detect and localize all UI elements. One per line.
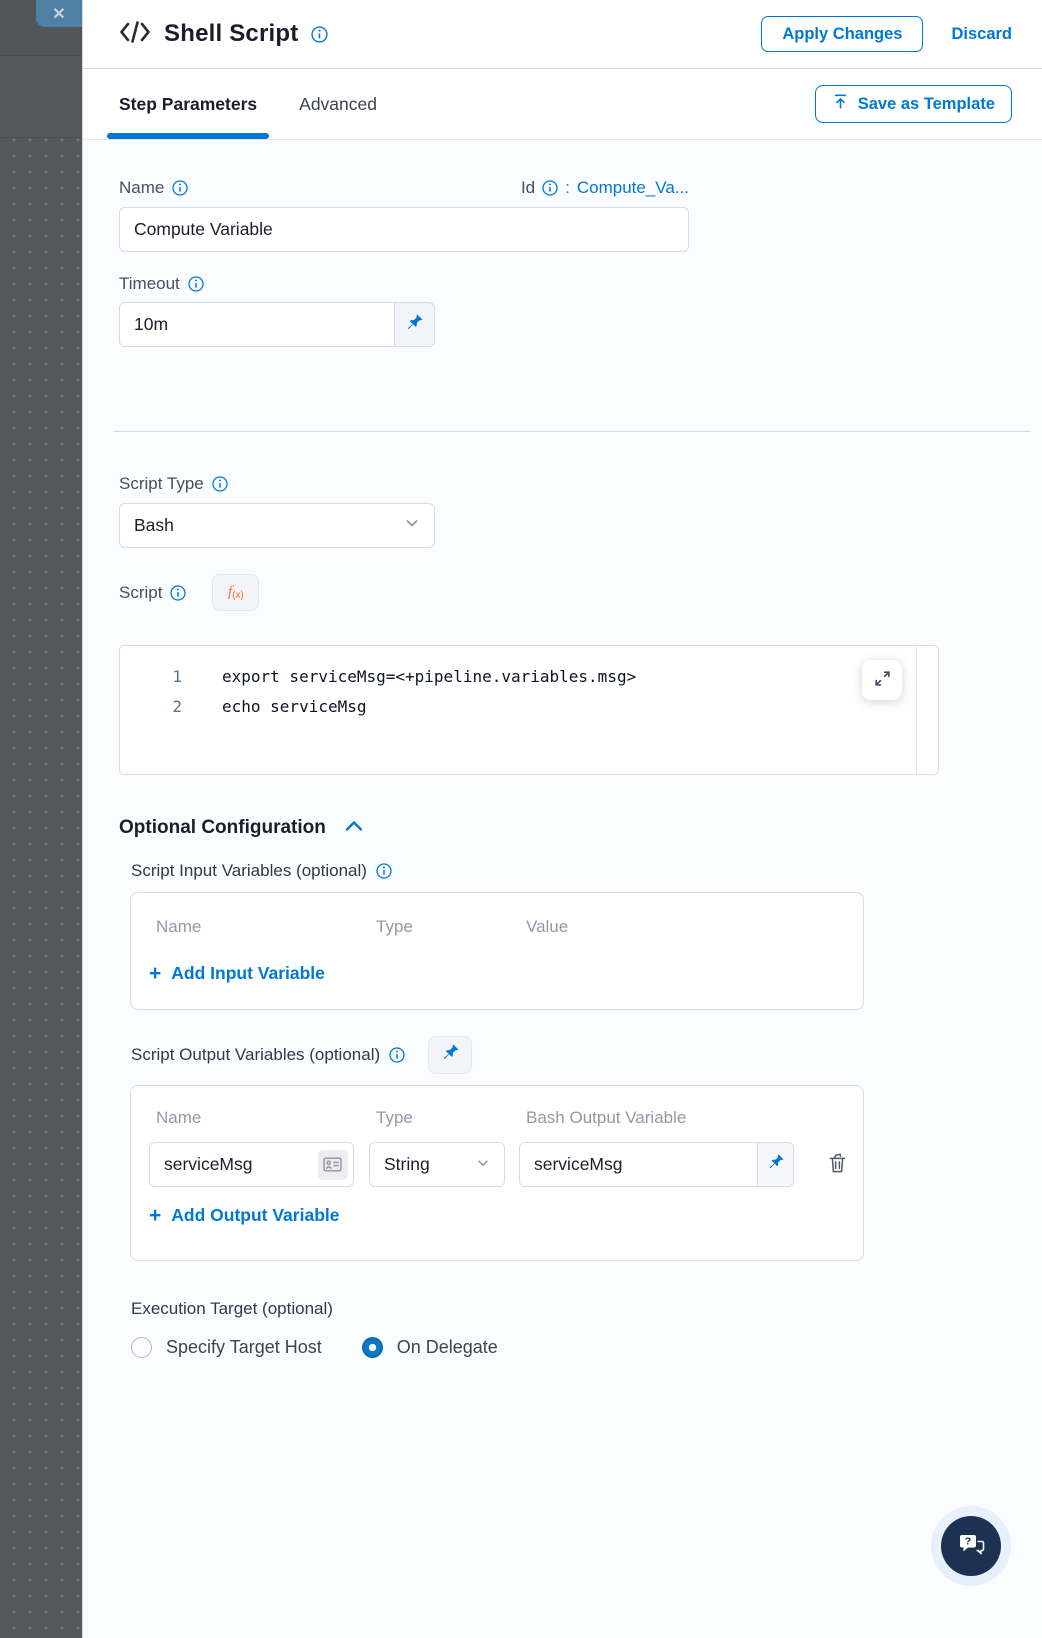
- script-type-select[interactable]: [119, 503, 435, 548]
- execution-target-options: [131, 1337, 1006, 1358]
- timeout-input-group: [119, 302, 435, 347]
- code-line: [120, 692, 938, 722]
- script-label-group: [119, 583, 186, 603]
- upload-icon: [832, 93, 849, 115]
- input-variables-header: [149, 917, 845, 937]
- column-header-bash-output-variable: Bash Output Variable: [526, 1108, 687, 1127]
- add-output-variable-label: Add Output Variable: [171, 1205, 340, 1225]
- close-panel-button[interactable]: [36, 0, 82, 27]
- radio-selected-icon: [362, 1337, 383, 1358]
- add-output-variable-button[interactable]: [149, 1205, 845, 1226]
- tab-advanced[interactable]: Advanced: [299, 93, 377, 114]
- chevron-down-icon: [404, 515, 420, 536]
- radio-label: Specify Target Host: [166, 1337, 322, 1357]
- line-code: export serviceMsg=<+pipeline.variables.msg>: [222, 667, 637, 686]
- pin-icon: [405, 313, 424, 337]
- line-number: 1: [172, 667, 182, 686]
- expand-editor-button[interactable]: [862, 660, 902, 700]
- title-group: [119, 19, 328, 50]
- delete-variable-button[interactable]: [828, 1153, 847, 1177]
- fx-label: f: [228, 584, 233, 600]
- save-as-template-label: Save as Template: [857, 94, 995, 113]
- fixed-value-pin-button[interactable]: [758, 1142, 794, 1187]
- id-card-icon: [318, 1150, 348, 1180]
- chevron-up-icon: [344, 817, 364, 839]
- panel-body: [83, 140, 1042, 1638]
- script-code-editor[interactable]: [119, 645, 939, 775]
- save-as-template-button[interactable]: [815, 85, 1012, 123]
- info-icon[interactable]: [311, 26, 328, 43]
- radio-label: On Delegate: [396, 1337, 498, 1357]
- column-header-type: Type: [376, 917, 413, 936]
- output-variables-card: [130, 1085, 864, 1261]
- panel-header: [83, 0, 1042, 69]
- trash-icon: [828, 1153, 847, 1177]
- expression-fx-button[interactable]: [212, 574, 259, 611]
- plus-icon: +: [149, 961, 162, 985]
- info-icon[interactable]: [542, 180, 558, 196]
- close-icon: ✕: [52, 6, 66, 23]
- id-value-link[interactable]: Compute_Va...: [576, 178, 689, 197]
- line-number: 2: [172, 697, 182, 716]
- variable-type-value: String: [384, 1154, 430, 1174]
- plus-icon: +: [149, 1203, 162, 1227]
- code-icon: [119, 19, 151, 50]
- id-colon: :: [565, 178, 570, 197]
- info-icon[interactable]: [172, 180, 188, 196]
- apply-changes-button[interactable]: Apply Changes: [761, 16, 923, 52]
- pin-icon: [441, 1043, 460, 1067]
- info-icon[interactable]: [389, 1047, 405, 1063]
- line-code: echo serviceMsg: [222, 697, 367, 716]
- id-group: [521, 178, 689, 198]
- output-variable-row: [149, 1142, 845, 1187]
- script-label-row: [119, 574, 1006, 611]
- output-variables-pin-button[interactable]: [428, 1036, 472, 1074]
- name-label-group: [119, 178, 188, 198]
- expand-icon: [873, 669, 892, 691]
- page-title: Shell Script: [164, 20, 299, 47]
- tabs-row: [83, 69, 1042, 140]
- name-input[interactable]: [119, 207, 689, 252]
- chevron-down-icon: [476, 1154, 490, 1175]
- name-label: Name: [119, 178, 165, 197]
- column-header-type: Type: [376, 1108, 413, 1127]
- add-input-variable-label: Add Input Variable: [171, 963, 325, 983]
- name-id-row: [119, 178, 689, 198]
- script-type-label-group: [119, 474, 1006, 494]
- variable-type-select[interactable]: [369, 1142, 505, 1187]
- variable-name-cell: [149, 1142, 354, 1187]
- radio-unselected-icon: [131, 1337, 152, 1358]
- fixed-value-pin-button[interactable]: [395, 302, 435, 347]
- variable-name-icon-segment[interactable]: [312, 1142, 354, 1187]
- code-lines: [120, 646, 938, 722]
- optional-configuration-heading: Optional Configuration: [119, 817, 326, 838]
- input-variables-label-group: [131, 861, 1006, 881]
- execution-target-label: Execution Target (optional): [131, 1299, 333, 1318]
- output-variables-label: Script Output Variables (optional): [131, 1045, 381, 1064]
- section-divider: [113, 431, 1031, 432]
- input-variables-card: [130, 892, 864, 1010]
- timeout-input[interactable]: [119, 302, 395, 347]
- output-variables-label-row: [131, 1036, 1006, 1074]
- variable-name-input[interactable]: [149, 1142, 312, 1187]
- input-variables-label: Script Input Variables (optional): [131, 861, 367, 880]
- editor-scrollbar[interactable]: [916, 646, 938, 774]
- script-label: Script: [119, 582, 163, 602]
- pipeline-canvas: [0, 0, 82, 1638]
- timeout-label: Timeout: [119, 274, 180, 293]
- column-header-name: Name: [156, 917, 202, 936]
- canvas-dot-grid: [0, 137, 82, 1638]
- info-icon[interactable]: [170, 585, 186, 601]
- fx-sub-label: (x): [232, 590, 244, 601]
- pin-icon: [767, 1153, 785, 1176]
- info-icon[interactable]: [376, 863, 392, 879]
- radio-on-delegate[interactable]: [362, 1337, 498, 1358]
- step-config-panel: [82, 0, 1042, 1638]
- output-variables-header: [149, 1108, 845, 1128]
- info-icon[interactable]: [212, 476, 228, 492]
- header-actions: [761, 16, 1012, 52]
- script-type-value: Bash: [134, 515, 174, 535]
- chat-help-icon: [956, 1531, 986, 1562]
- id-label: Id: [520, 178, 536, 197]
- bash-output-variable-input[interactable]: [519, 1142, 758, 1187]
- variable-type-cell: [369, 1142, 505, 1187]
- optional-configuration-heading-row[interactable]: [119, 817, 1006, 839]
- bash-output-variable-cell: [519, 1142, 794, 1187]
- help-chat-button[interactable]: [941, 1516, 1001, 1576]
- timeout-label-group: [119, 274, 1006, 294]
- output-variables-label-group: [131, 1045, 405, 1065]
- discard-button[interactable]: Discard: [951, 24, 1012, 43]
- code-line: [120, 662, 938, 692]
- radio-specify-target-host[interactable]: [131, 1337, 322, 1358]
- script-type-label: Script Type: [119, 474, 204, 493]
- svg-text:?: ?: [964, 1535, 972, 1548]
- info-icon[interactable]: [188, 276, 204, 292]
- add-input-variable-button[interactable]: [149, 963, 845, 984]
- tab-step-parameters[interactable]: Step Parameters: [119, 69, 257, 139]
- column-header-value: Value: [526, 917, 569, 936]
- column-header-name: Name: [156, 1108, 202, 1127]
